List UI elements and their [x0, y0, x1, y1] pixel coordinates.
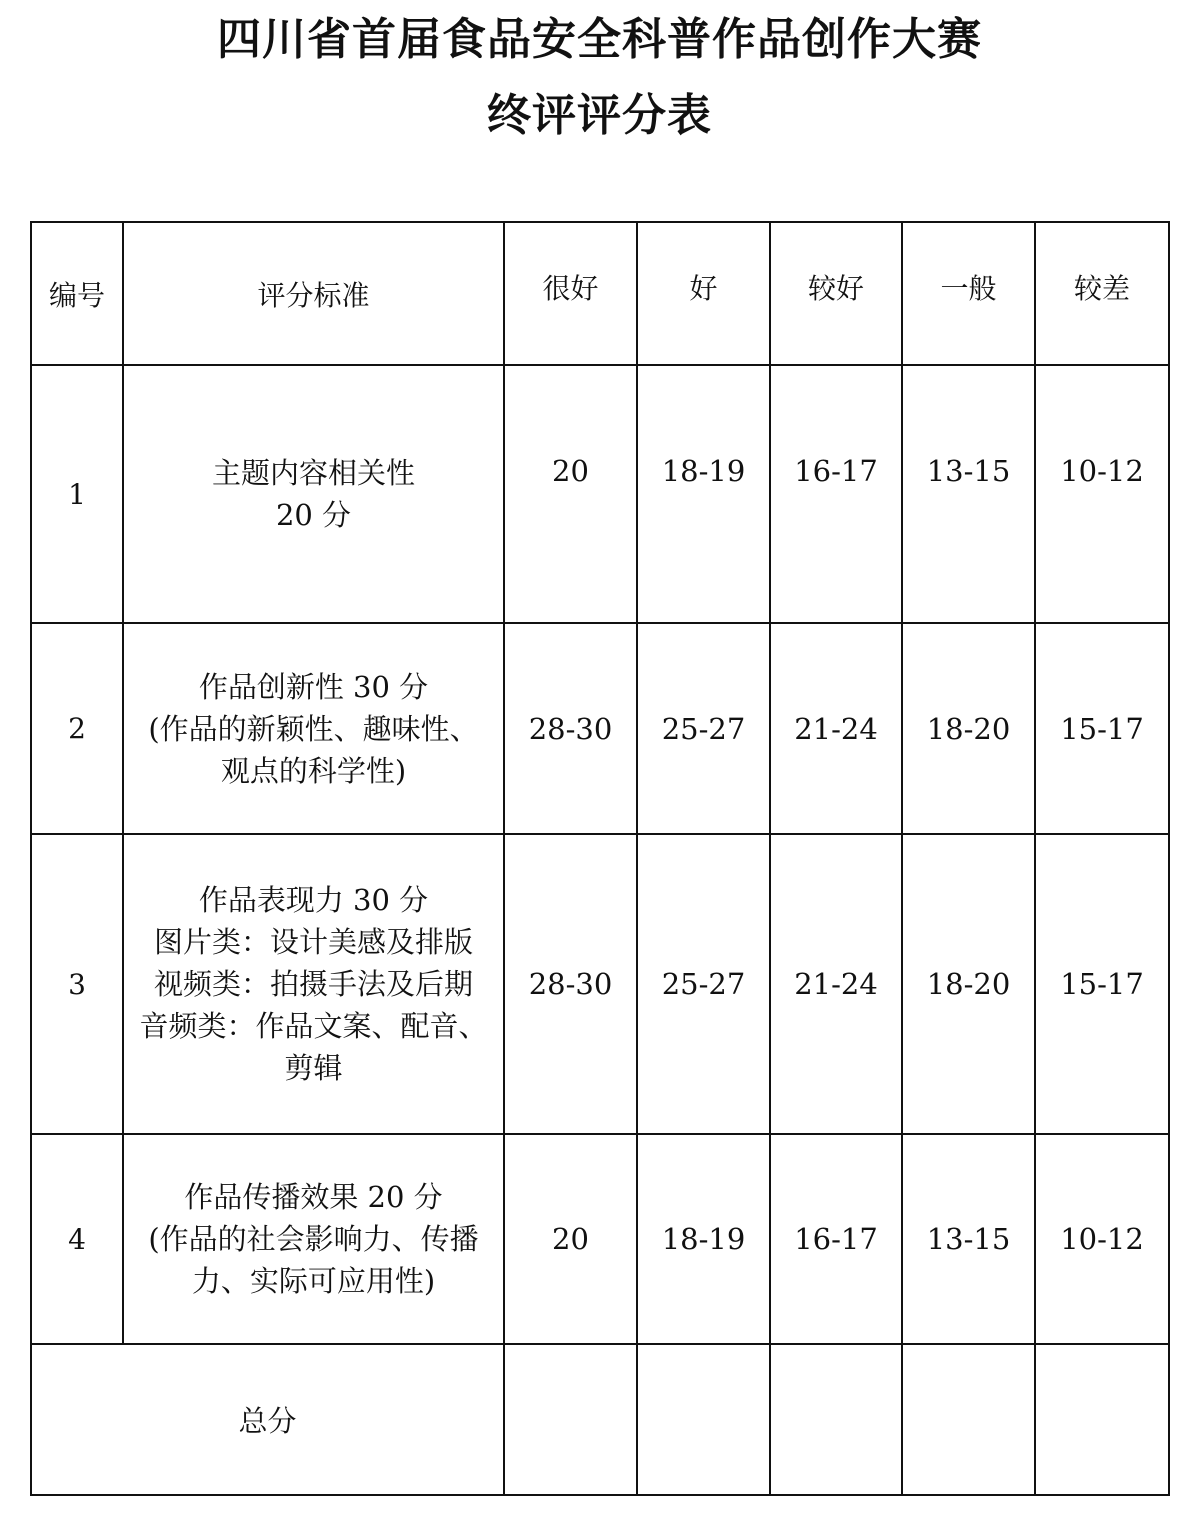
- score-cell: 25-27: [637, 834, 770, 1134]
- table-row: [31, 623, 1169, 834]
- form-title: 四川省首届食品安全科普作品创作大赛: [217, 14, 982, 65]
- criteria-line: 图片类：设计美感及排版: [153, 925, 473, 959]
- score-cell: 21-24: [770, 834, 902, 1134]
- total-score-cell: [770, 1344, 902, 1495]
- criteria-line: 作品表现力 30 分: [198, 883, 429, 917]
- criteria-line: 主题内容相关性: [211, 456, 415, 490]
- header-row: [31, 222, 1169, 365]
- table-row: [31, 1134, 1169, 1344]
- score-cell: 10-12: [1035, 365, 1169, 623]
- score-cell: 18-19: [637, 1134, 770, 1344]
- criteria-line: 视频类：拍摄手法及后期: [153, 967, 473, 1001]
- score-cell: 20: [504, 1134, 637, 1344]
- score-cell: 15-17: [1035, 623, 1169, 834]
- header-number: 编号: [31, 222, 123, 365]
- score-cell: 16-17: [770, 1134, 902, 1344]
- criteria-line: (作品的新颖性、趣味性、: [148, 711, 479, 746]
- total-row: [31, 1344, 1169, 1495]
- score-cell: 13-15: [902, 1134, 1035, 1344]
- total-score-cell: [1035, 1344, 1169, 1495]
- row-number: 1: [31, 365, 123, 623]
- total-score-cell: [637, 1344, 770, 1495]
- score-cell: 18-19: [637, 365, 770, 623]
- form-subtitle: 终评评分表: [487, 90, 712, 141]
- criteria-cell: [123, 834, 504, 1134]
- score-cell: 21-24: [770, 623, 902, 834]
- row-number: 3: [31, 834, 123, 1134]
- criteria-line: 力、实际可应用性): [191, 1264, 436, 1298]
- header-level-fairly-good: 较好: [770, 222, 902, 365]
- criteria-line: 音频类：作品文案、配音、: [139, 1009, 488, 1043]
- criteria-line: 20 分: [275, 498, 352, 532]
- criteria-line: 观点的科学性): [220, 753, 407, 788]
- score-cell: 28-30: [504, 623, 637, 834]
- table-row: [31, 834, 1169, 1134]
- criteria-line: 作品创新性 30 分: [198, 669, 429, 704]
- header-criteria: 评分标准: [123, 222, 504, 365]
- score-cell: 16-17: [770, 365, 902, 623]
- header-level-excellent: 很好: [504, 222, 637, 365]
- table-row: [31, 365, 1169, 623]
- criteria-cell: [123, 623, 504, 834]
- score-cell: 20: [504, 365, 637, 623]
- criteria-line: 剪辑: [284, 1051, 343, 1085]
- total-label: 总分: [31, 1344, 504, 1495]
- score-cell: 18-20: [902, 834, 1035, 1134]
- score-cell: 13-15: [902, 365, 1035, 623]
- criteria-cell: [123, 1134, 504, 1344]
- score-cell: 25-27: [637, 623, 770, 834]
- header-level-poor: 较差: [1035, 222, 1169, 365]
- score-cell: 18-20: [902, 623, 1035, 834]
- criteria-line: 作品传播效果 20 分: [184, 1180, 443, 1214]
- total-score-cell: [902, 1344, 1035, 1495]
- criteria-line: (作品的社会影响力、传播: [148, 1222, 479, 1256]
- score-cell: 28-30: [504, 834, 637, 1134]
- score-cell: 15-17: [1035, 834, 1169, 1134]
- row-number: 2: [31, 623, 123, 834]
- scoring-table: [30, 221, 1170, 1496]
- total-score-cell: [504, 1344, 637, 1495]
- row-number: 4: [31, 1134, 123, 1344]
- header-level-average: 一般: [902, 222, 1035, 365]
- score-cell: 10-12: [1035, 1134, 1169, 1344]
- header-level-good: 好: [637, 222, 770, 365]
- criteria-cell: [123, 365, 504, 623]
